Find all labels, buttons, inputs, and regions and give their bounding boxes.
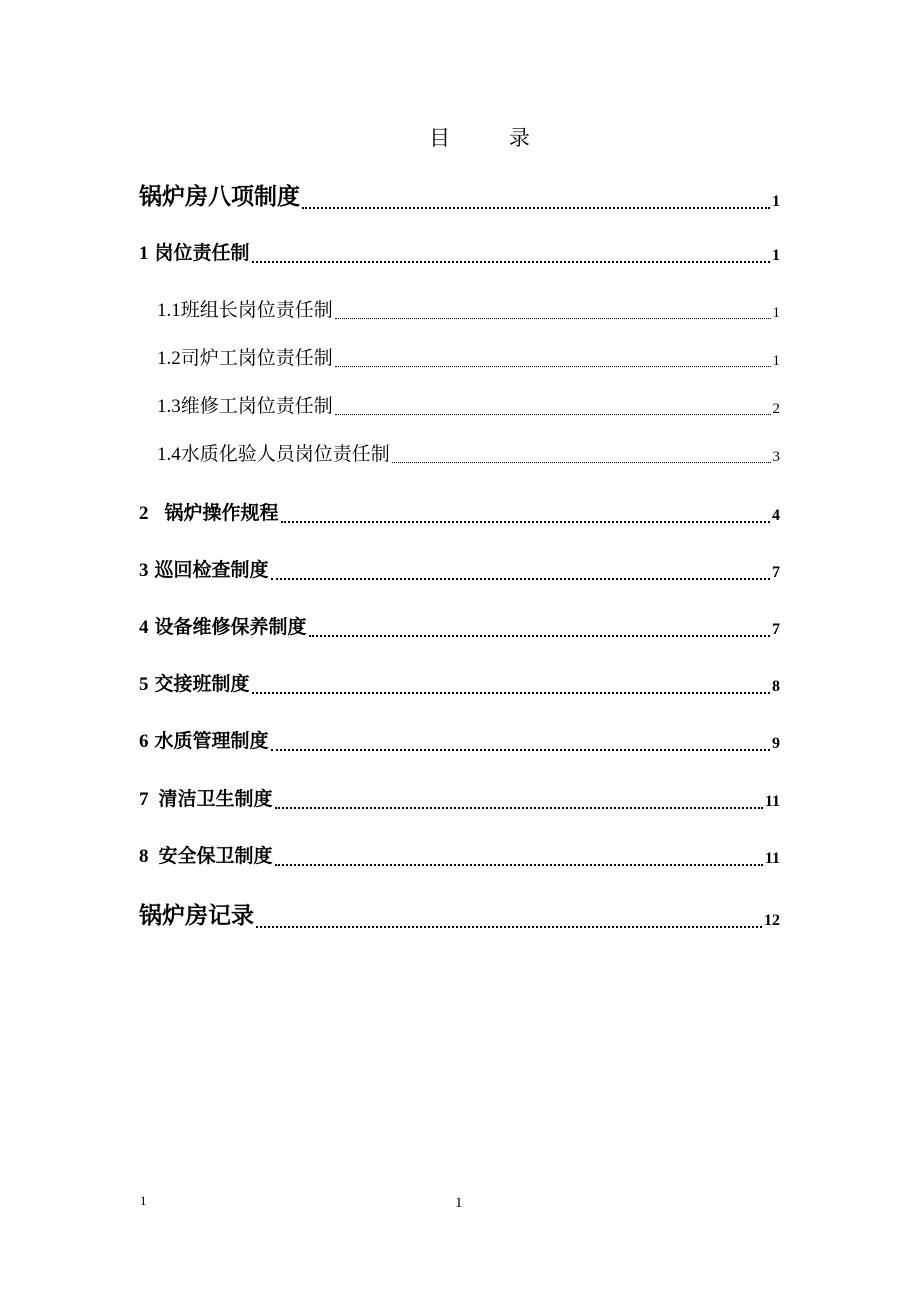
toc-entry-label: 司炉工岗位责任制 <box>180 347 333 369</box>
toc-entry-label: 岗位责任制 <box>154 242 250 264</box>
toc-entry-label: 水质管理制度 <box>154 730 269 752</box>
toc-leader-dots <box>335 402 771 418</box>
toc-entry-number: 5 <box>139 674 149 695</box>
toc-entry-number: 1.2 <box>157 348 181 369</box>
toc-entry-page: 1 <box>772 305 780 321</box>
toc-leader-dots <box>256 914 762 930</box>
toc-entry-label: 安全保卫制度 <box>158 845 273 867</box>
toc-leader-dots <box>271 566 770 582</box>
toc-leader-dots <box>335 306 771 322</box>
toc-entry-label: 班组长岗位责任制 <box>180 299 333 321</box>
toc-entry-page: 11 <box>764 793 780 810</box>
toc-entry-label: 维修工岗位责任制 <box>180 395 333 417</box>
toc-leader-dots <box>252 249 770 265</box>
toc-entry[interactable] <box>139 841 780 868</box>
toc-leader-dots <box>335 354 771 370</box>
toc-entry-number: 1.4 <box>157 444 181 465</box>
toc-entry-label: 锅炉房记录 <box>139 903 254 929</box>
toc-entry-page: 9 <box>772 735 780 752</box>
toc-leader-dots <box>392 450 771 466</box>
toc-entry-label: 巡回检查制度 <box>154 559 269 581</box>
toc-entry-label: 清洁卫生制度 <box>158 788 273 810</box>
toc-entry-label: 锅炉房八项制度 <box>139 184 300 210</box>
toc-entry[interactable] <box>139 784 780 811</box>
toc-entry-label: 锅炉操作规程 <box>164 502 279 524</box>
footer-page-number-center: 1 <box>455 1195 463 1211</box>
toc-entry-page: 1 <box>772 353 780 369</box>
toc-entry-page: 12 <box>764 912 780 929</box>
toc-entry-page: 11 <box>764 850 780 867</box>
toc-entry-page: 3 <box>772 449 780 465</box>
toc-entry-page: 1 <box>772 247 780 264</box>
toc-entry-page: 1 <box>772 193 780 210</box>
toc-entry-number: 6 <box>139 731 149 752</box>
toc-leader-dots <box>275 852 763 868</box>
toc-entry-page: 7 <box>772 564 780 581</box>
toc-entry[interactable] <box>139 726 780 753</box>
toc-entry[interactable] <box>139 612 780 639</box>
toc-entry-label: 设备维修保养制度 <box>154 616 307 638</box>
toc-entry-number: 2 <box>139 503 149 524</box>
toc-leader-dots <box>271 737 770 753</box>
toc-entry-page: 2 <box>772 401 780 417</box>
toc-leader-dots <box>252 680 770 696</box>
toc-entry-page: 4 <box>772 507 780 524</box>
toc-entry-number: 8 <box>139 846 149 867</box>
toc-entry[interactable] <box>139 178 780 211</box>
toc-entry[interactable] <box>157 295 780 322</box>
toc-entry[interactable] <box>139 897 780 930</box>
toc-entry-number: 4 <box>139 617 149 638</box>
toc-entry-number: 1.1 <box>157 300 181 321</box>
toc-entry-number: 3 <box>139 560 149 581</box>
toc-entry[interactable] <box>139 555 780 582</box>
toc-title: 目 录 <box>429 126 556 150</box>
toc-entry[interactable] <box>157 343 780 370</box>
toc-leader-dots <box>275 795 763 811</box>
toc-entry[interactable] <box>139 669 780 696</box>
toc-entry-number: 1 <box>139 243 149 264</box>
toc-entry-label: 水质化验人员岗位责任制 <box>180 443 390 465</box>
toc-entry[interactable] <box>157 439 780 466</box>
toc-entry-number: 1.3 <box>157 396 181 417</box>
footer-page-number-left: 1 <box>140 1193 147 1208</box>
toc-leader-dots <box>302 195 770 211</box>
toc-leader-dots <box>309 623 770 639</box>
toc-entry[interactable] <box>139 498 780 525</box>
toc-entry[interactable] <box>139 238 780 265</box>
toc-entry-label: 交接班制度 <box>154 673 250 695</box>
toc-entry[interactable] <box>157 391 780 418</box>
toc-leader-dots <box>281 509 770 525</box>
toc-entry-page: 8 <box>772 678 780 695</box>
toc-entry-number: 7 <box>139 789 149 810</box>
toc-entry-page: 7 <box>772 621 780 638</box>
